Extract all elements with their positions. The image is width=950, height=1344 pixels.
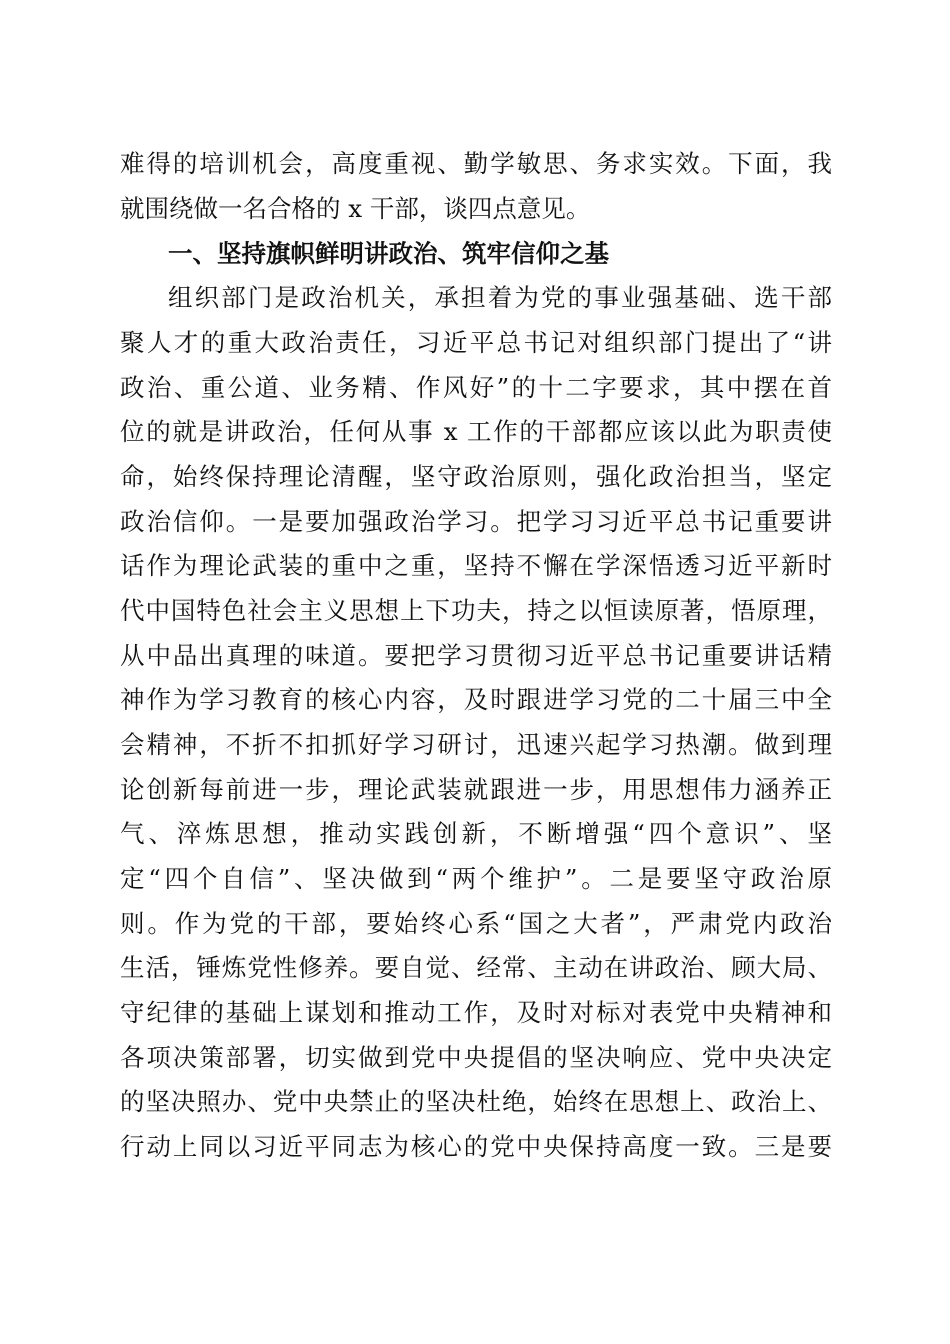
paragraph-1-line-15: 则。作为党的干部，要始终心系“国之大者”，严肃党内政治 [120,909,832,938]
paragraph-1-line-13: 气、淬炼思想，推动实践创新，不断增强“四个意识”、坚 [120,819,832,848]
intro-line-1: 难得的培训机会，高度重视、勤学敏思、务求实效。下面，我 [120,149,832,178]
paragraph-1-line-11: 会精神，不折不扣抓好学习研讨，迅速兴起学习热潮。做到理 [120,730,832,759]
paragraph-1-line-14: 定“四个自信”、坚决做到“两个维护”。二是要坚守政治原 [120,864,832,893]
paragraph-1-line-3: 政治、重公道、业务精、作风好”的十二字要求，其中摆在首 [120,373,832,402]
paragraph-1-line-8: 代中国特色社会主义思想上下功夫，持之以恒读原著，悟原理， [120,596,832,625]
paragraph-1-line-17: 守纪律的基础上谋划和推动工作，及时对标对表党中央精神和 [120,998,832,1027]
section-heading-1: 一、坚持旗帜鲜明讲政治、筑牢信仰之基 [168,239,609,268]
paragraph-1-line-9: 从中品出真理的味道。要把学习贯彻习近平总书记重要讲话精 [120,641,832,670]
paragraph-1-line-2: 聚人才的重大政治责任，习近平总书记对组织部门提出了“讲 [120,328,832,357]
paragraph-1-line-12: 论创新每前进一步，理论武装就跟进一步，用思想伟力涵养正 [120,775,832,804]
paragraph-1-line-20: 行动上同以习近平同志为核心的党中央保持高度一致。三是要 [120,1132,832,1161]
paragraph-1-line-5: 命，始终保持理论清醒，坚守政治原则，强化政治担当，坚定 [120,462,832,491]
paragraph-1-line-4: 位的就是讲政治，任何从事 x 工作的干部都应该以此为职责使 [120,417,832,446]
paragraph-1-line-1: 组织部门是政治机关，承担着为党的事业强基础、选干部 [168,283,832,312]
paragraph-1-line-18: 各项决策部署，切实做到党中央提倡的坚决响应、党中央决定 [120,1043,832,1072]
paragraph-1-line-19: 的坚决照办、党中央禁止的坚决杜绝，始终在思想上、政治上、 [120,1087,832,1116]
paragraph-1-line-6: 政治信仰。一是要加强政治学习。把学习习近平总书记重要讲 [120,507,832,536]
paragraph-1-line-16: 生活，锤炼党性修养。要自觉、经常、主动在讲政治、顾大局、 [120,953,832,982]
paragraph-1-line-10: 神作为学习教育的核心内容，及时跟进学习党的二十届三中全 [120,685,832,714]
intro-line-2: 就围绕做一名合格的 x 干部，谈四点意见。 [120,194,591,223]
paragraph-1-line-7: 话作为理论武装的重中之重，坚持不懈在学深悟透习近平新时 [120,551,832,580]
